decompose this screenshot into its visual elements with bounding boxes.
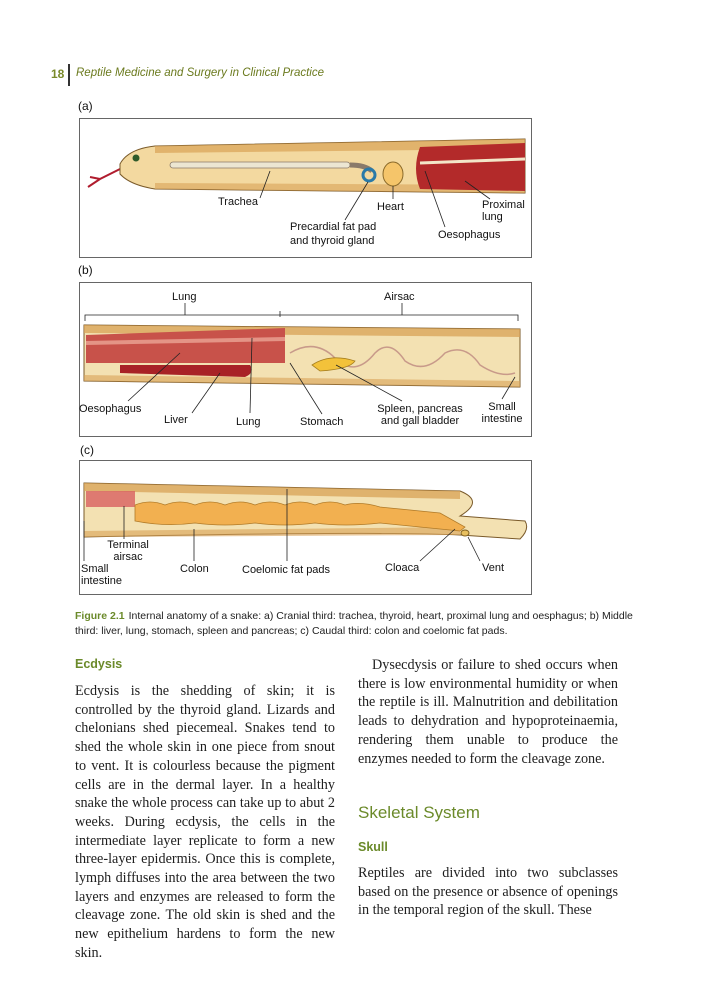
panel-a-letter: (a) (78, 99, 93, 113)
running-title: Reptile Medicine and Surgery in Clinical Practice (76, 67, 325, 79)
label-liver: Liver (164, 414, 188, 426)
paragraph-ecdysis: Ecdysis is the shedding of skin; it is controlled by the thyroid gland. Lizards and chelonians shed piecemeal. Snakes tend to shed the whole skin in one piece from snout to vent. It is colourless because the pigment cells are in the dermal layer. In a healthy snake the whole process can take up to abut 2 weeks. During ecdysis, the cells in the intermediate layer replicate to form a new three-layer epidermis. Once this is complete, lymph diffuses into the area between the two layers and enzymes are released to form the cleavage zone. The old skin is shed and the new epithelium hardens to form the new skin. (75, 683, 335, 961)
label-small-intestine-b-2: intestine (481, 413, 523, 425)
label-lung-b: Lung (236, 416, 261, 428)
paragraph-skull: Reptiles are divided into two subclasses based on the presence or absence of openings in the temporal region of the skull. These (358, 865, 618, 919)
right-column-skull (358, 864, 618, 920)
label-proximal-lung-2: lung (482, 211, 503, 223)
label-lung-top: Lung (172, 291, 197, 303)
figure-panel-c (79, 460, 532, 595)
label-heart: Heart (377, 201, 404, 213)
figure-panel-a (79, 118, 532, 258)
label-proximal-lung-1: Proximal (482, 199, 525, 211)
label-trachea: Trachea (218, 196, 258, 208)
figure-caption-label: Figure 2.1 (75, 610, 125, 622)
heading-ecdysis: Ecdysis (75, 657, 123, 671)
label-terminal-airsac-2: airsac (113, 551, 143, 563)
label-vent: Vent (482, 562, 505, 574)
label-cloaca: Cloaca (385, 562, 420, 574)
label-spleen-1: Spleen, pancreas (377, 403, 463, 415)
panel-c-letter: (c) (80, 443, 94, 457)
header-divider (68, 64, 70, 86)
label-oesophagus-b: Oesophagus (79, 403, 142, 415)
page-header (40, 64, 660, 86)
label-precardial-2: and thyroid gland (290, 235, 375, 247)
label-coelomic-fat-pads: Coelomic fat pads (242, 564, 331, 576)
label-stomach: Stomach (300, 416, 344, 428)
label-precardial-1: Precardial fat pad (290, 221, 377, 233)
label-airsac: Airsac (384, 291, 415, 303)
left-column (75, 682, 335, 963)
label-oesophagus: Oesophagus (438, 229, 501, 241)
label-small-intestine-c-1: Small (81, 563, 109, 575)
page-number: 18 (51, 67, 65, 81)
figure-caption (75, 609, 635, 639)
label-small-intestine-c-2: intestine (81, 575, 122, 587)
right-column (358, 656, 618, 768)
heading-skull: Skull (358, 840, 388, 854)
label-colon: Colon (180, 563, 209, 575)
paragraph-dysecdysis: Dysecdysis or failure to shed occurs when there is low environmental humidity or when the reptile is ill. Malnutrition and debilitation leads to dehydration and hypoproteinaemia, rendering them unable to produce the enzymes needed to form the cleavage zone. (358, 657, 618, 767)
figure-panel-b (79, 282, 532, 437)
figure-caption-text: Internal anatomy of a snake: a) Cranial third: trachea, thyroid, heart, proximal lung and oesphagus; b) Middle third: liver, lung, stomach, spleen and pancreas; c) Caudal third: colon and coelomic fat pads. (75, 610, 633, 637)
heading-skeletal-system: Skeletal System (358, 803, 480, 822)
panel-b-letter: (b) (78, 263, 93, 277)
label-small-intestine-b-1: Small (488, 401, 516, 413)
label-spleen-2: and gall bladder (380, 415, 460, 427)
label-terminal-airsac-1: Terminal (107, 539, 149, 551)
